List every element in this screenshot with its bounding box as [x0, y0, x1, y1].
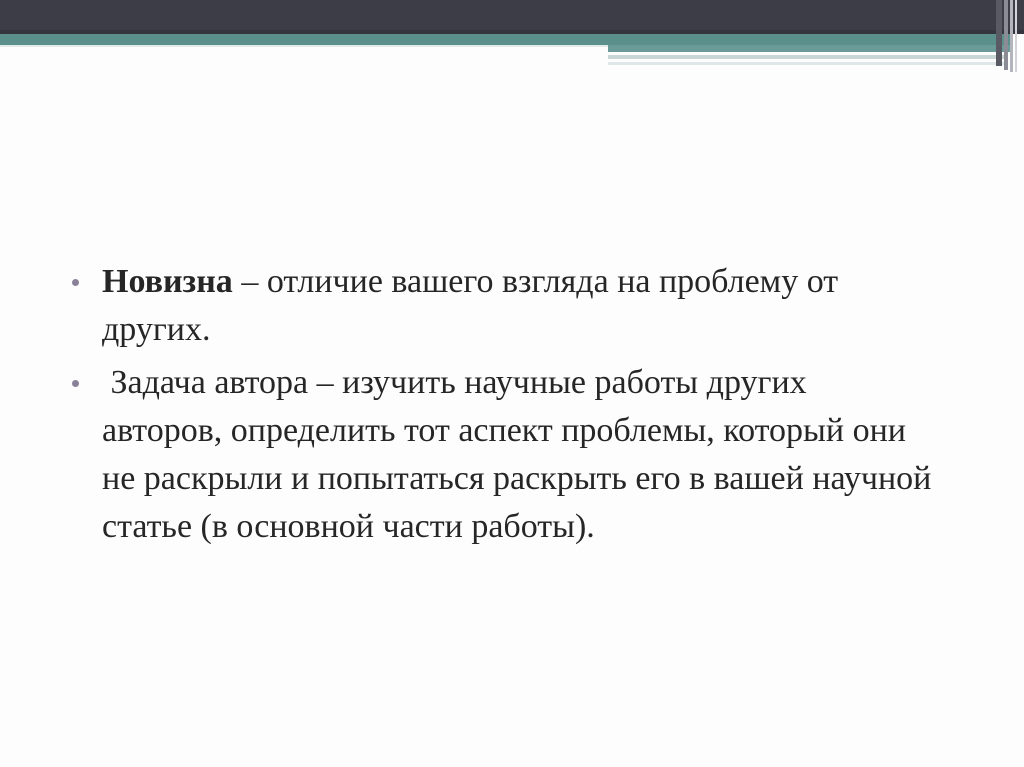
dark-band	[0, 0, 1024, 33]
bullet-marker	[72, 380, 79, 387]
dark-band-shade	[0, 30, 1024, 34]
bullet-text: Задача автора – изучить научные работы других авторов, определить тот аспект проблемы, который они не раскрыли и попытаться раскрыть его в вашей научной статье (в основной части работы).	[102, 364, 940, 545]
right-stripe-2	[1004, 0, 1008, 70]
header-bands	[0, 0, 1024, 72]
light-band-left	[0, 45, 610, 47]
bullet-term: Новизна	[102, 263, 233, 300]
bullet-text: – отличие вашего взгляда на проблему от других.	[102, 263, 839, 348]
bullet-item-novelty	[72, 258, 932, 354]
teal-band-right	[608, 45, 1010, 52]
right-stripe-4	[1015, 0, 1017, 72]
light-band-right	[608, 55, 1008, 59]
top-decoration-bar	[0, 0, 1024, 72]
slide-content	[72, 258, 940, 556]
right-stripe-1	[996, 0, 1002, 66]
right-stripe-3	[1010, 0, 1013, 72]
bullet-marker	[72, 279, 79, 286]
light-line-right	[608, 62, 1008, 65]
bullet-item-author-task	[72, 359, 940, 551]
teal-band	[0, 34, 1010, 45]
